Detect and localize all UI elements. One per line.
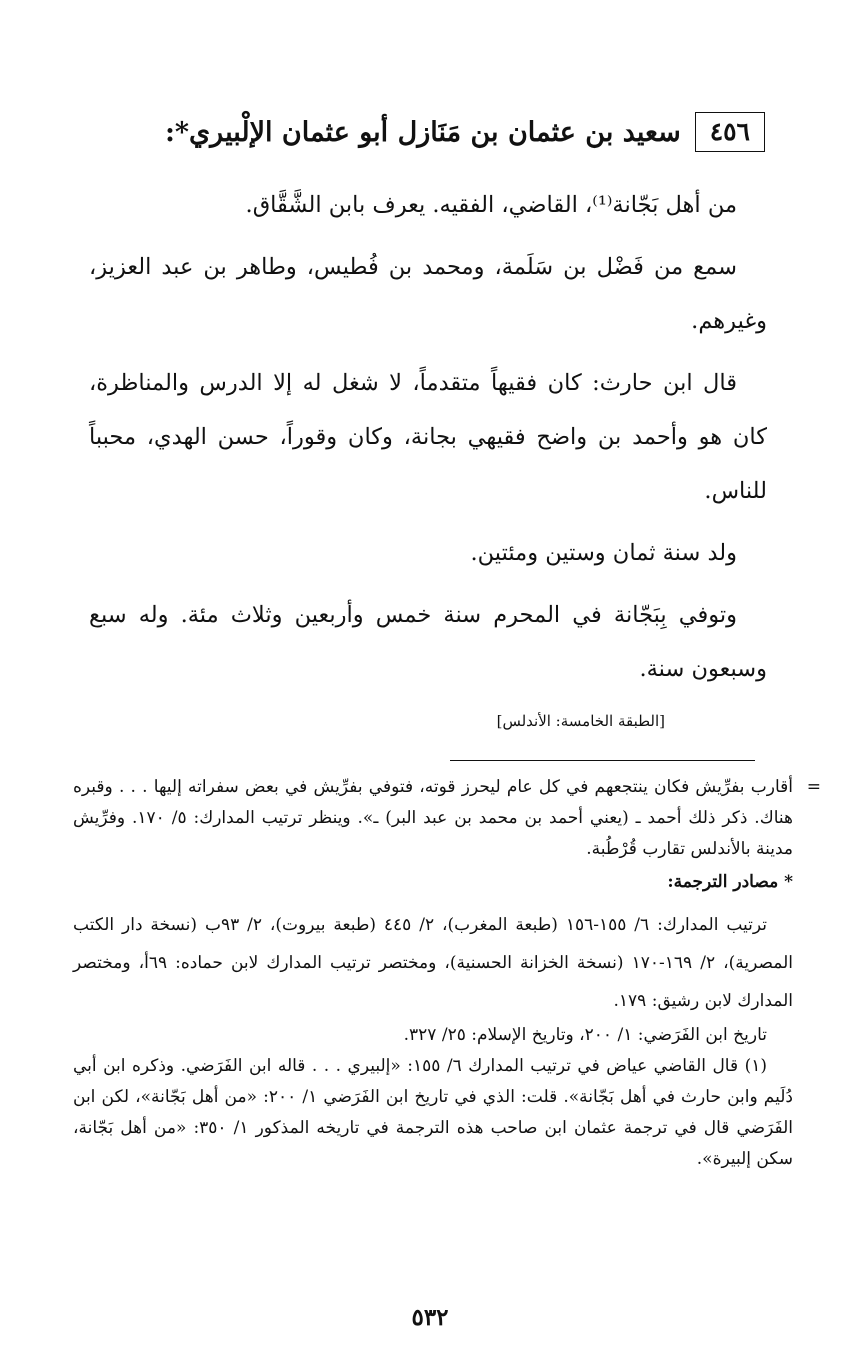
footnote-separator-rule [450,760,755,761]
footnote-continuation: أقارب بفرِّيش فكان ينتجعهم في كل عام ليحرز قوته، فتوفي بفرِّيش في بعض سفراته إليها . . . وقبره هناك. ذكر ذلك أحمد ـ (يعني أحمد بن محمد بن عبد البر) ـ». وينظر ترتيب المدارك: ٥/ ١٧٠. وفرِّيش مدينة بالأندلس تقارب قُرْطُبة. [73,777,793,859]
entry-title: سعيد بن عثمان بن مَنَازل أبو عثمان الإلْبيري*: [164,116,681,148]
paragraph-ibn-harith-quote: قال ابن حارث: كان فقيهاً متقدماً، لا شغل له إلا الدرس والمناظرة، كان هو وأحمد بن واضح فقيهي بجانة، وكان وقوراً، حسن الهدي، محبباً للناس. [89,370,767,504]
paragraph-death: وتوفي بِبَجّانة في المحرم سنة خمس وأربعين وثلاث مئة. وله سبع وسبعون سنة. [89,602,767,682]
entry-heading [85,112,765,152]
sources-list-1: ترتيب المدارك: ٦/ ١٥٥-١٥٦ (طبعة المغرب)، ٢/ ٤٤٥ (طبعة بيروت)، ٢/ ٩٣ب (نسخة دار الكتب المصرية)، ٢/ ١٦٩-١٧٠ (نسخة الخزانة الحسنية)، ومختصر ترتيب المدارك لابن حماده: ٦٩أ، ومختصر المدارك لابن رشيق: ١٧٩. [73,915,793,1011]
biography-text [89,178,767,704]
sources-heading: * مصادر الترجمة: [667,872,793,892]
entry-number-box: ٤٥٦ [695,112,765,152]
sources-list-2: تاريخ ابن الفَرَضي: ١/ ٢٠٠، وتاريخ الإسلام: ٢٥/ ٣٢٧. [403,1025,767,1045]
continuation-mark: = [806,777,821,797]
paragraph-birth: ولد سنة ثمان وستين ومئتين. [470,540,737,566]
paragraph-teachers: سمع من فَضْل بن سَلَمة، ومحمد بن فُطيس، وطاهر بن عبد العزيز، وغيرهم. [89,254,767,334]
footnote-1: (١) قال القاضي عياض في ترتيب المدارك ٦/ ١٥٥: «إلبيري . . . قاله ابن الفَرَضي. وذكره ابن أبي دُلَيم وابن حارث في أهل بَجّانة». قلت: الذي في تاريخ ابن الفَرَضي ١/ ٢٠٠: «من أهل بَجّانة»، لكن ابن الفَرَضي قال في ترجمة عثمان ابن صاحب هذه الترجمة في تاريخه المذكور ١/ ٣٥٠: «من أهل بَجّانة، سكن إلبيرة». [73,1056,793,1169]
paragraph-origin: من أهل بَجّانة⁽¹⁾، القاضي، الفقيه. يعرف بابن الشَّقَّاق. [245,192,737,218]
tabaqa-label: [الطبقة الخامسة: الأندلس] [496,712,665,730]
footnotes-section [73,772,821,1175]
page-number: ٥٣٢ [411,1304,449,1331]
